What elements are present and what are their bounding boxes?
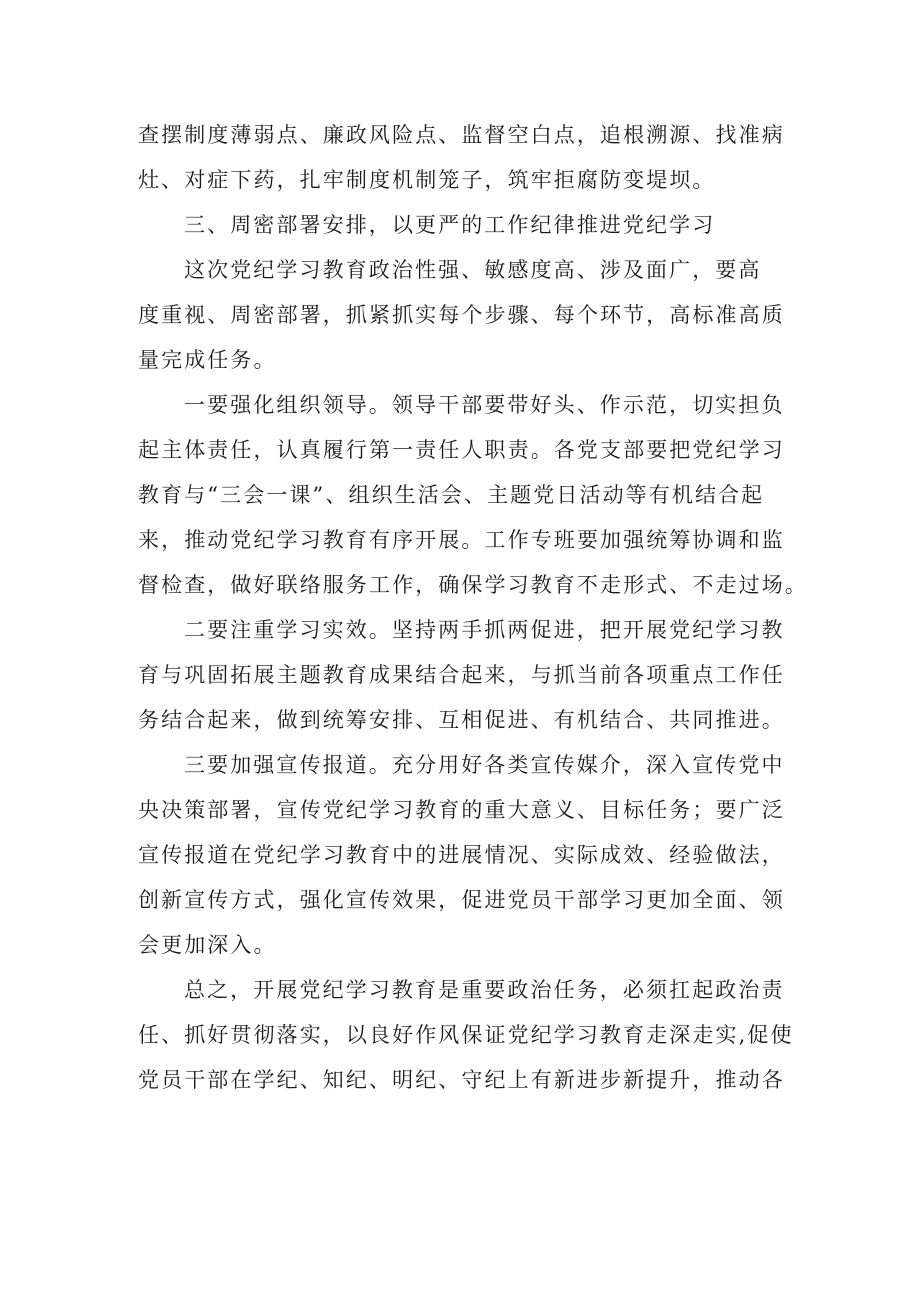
text-line-13: 育与巩固拓展主题教育成果结合起来，与抓当前各项重点工作任: [138, 663, 785, 687]
text-line-5: 度重视、周密部署，抓紧抓实每个步骤、每个环节，高标准高质: [138, 303, 785, 327]
text-line-21: 任、抓好贯彻落实，以良好作风保证党纪学习教育走深走实,促使: [138, 1023, 794, 1047]
text-line-22: 党员干部在学纪、知纪、明纪、守纪上有新进步新提升，推动各: [138, 1068, 785, 1092]
text-line-16: 央决策部署，宣传党纪学习教育的重大意义、目标任务；要广泛: [138, 798, 785, 822]
text-line-20: 总之，开展党纪学习教育是重要政治任务，必须扛起政治责: [184, 978, 785, 1002]
text-line-15: 三要加强宣传报道。充分用好各类宣传媒介，深入宣传党中: [184, 753, 785, 777]
text-line-18: 创新宣传方式，强化宣传效果，促进党员干部学习更加全面、领: [138, 888, 785, 912]
text-line-4: 这次党纪学习教育政治性强、敏感度高、涉及面广，要高: [184, 258, 762, 282]
text-line-9: 教育与“三会一课”、组织生活会、主题党日活动等有机结合起: [138, 483, 765, 507]
text-line-10: 来，推动党纪学习教育有序开展。工作专班要加强统筹协调和监: [138, 528, 785, 552]
text-line-6: 量完成任务。: [138, 348, 277, 372]
text-line-11: 督检查，做好联络服务工作，确保学习教育不走形式、不走过场。: [138, 573, 808, 597]
text-line-1: 查摆制度薄弱点、廉政风险点、监督空白点，追根溯源、找准病: [138, 123, 785, 147]
text-line-8: 起主体责任，认真履行第一责任人职责。各党支部要把党纪学习: [138, 438, 785, 462]
text-line-12: 二要注重学习实效。坚持两手抓两促进，把开展党纪学习教: [184, 618, 785, 642]
text-line-19: 会更加深入。: [138, 933, 277, 957]
body-text: [138, 113, 808, 1103]
section-heading: 三、周密部署安排，以更严的工作纪律推进党纪学习: [184, 213, 716, 237]
text-line-2: 灶、对症下药，扎牢制度机制笼子，筑牢拒腐防变堤坝。: [138, 168, 716, 192]
text-line-17: 宣传报道在党纪学习教育中的进展情况、实际成效、经验做法，: [138, 843, 785, 867]
text-line-14: 务结合起来，做到统筹安排、互相促进、有机结合、共同推进。: [138, 708, 785, 732]
text-line-7: 一要强化组织领导。领导干部要带好头、作示范，切实担负: [184, 393, 785, 417]
